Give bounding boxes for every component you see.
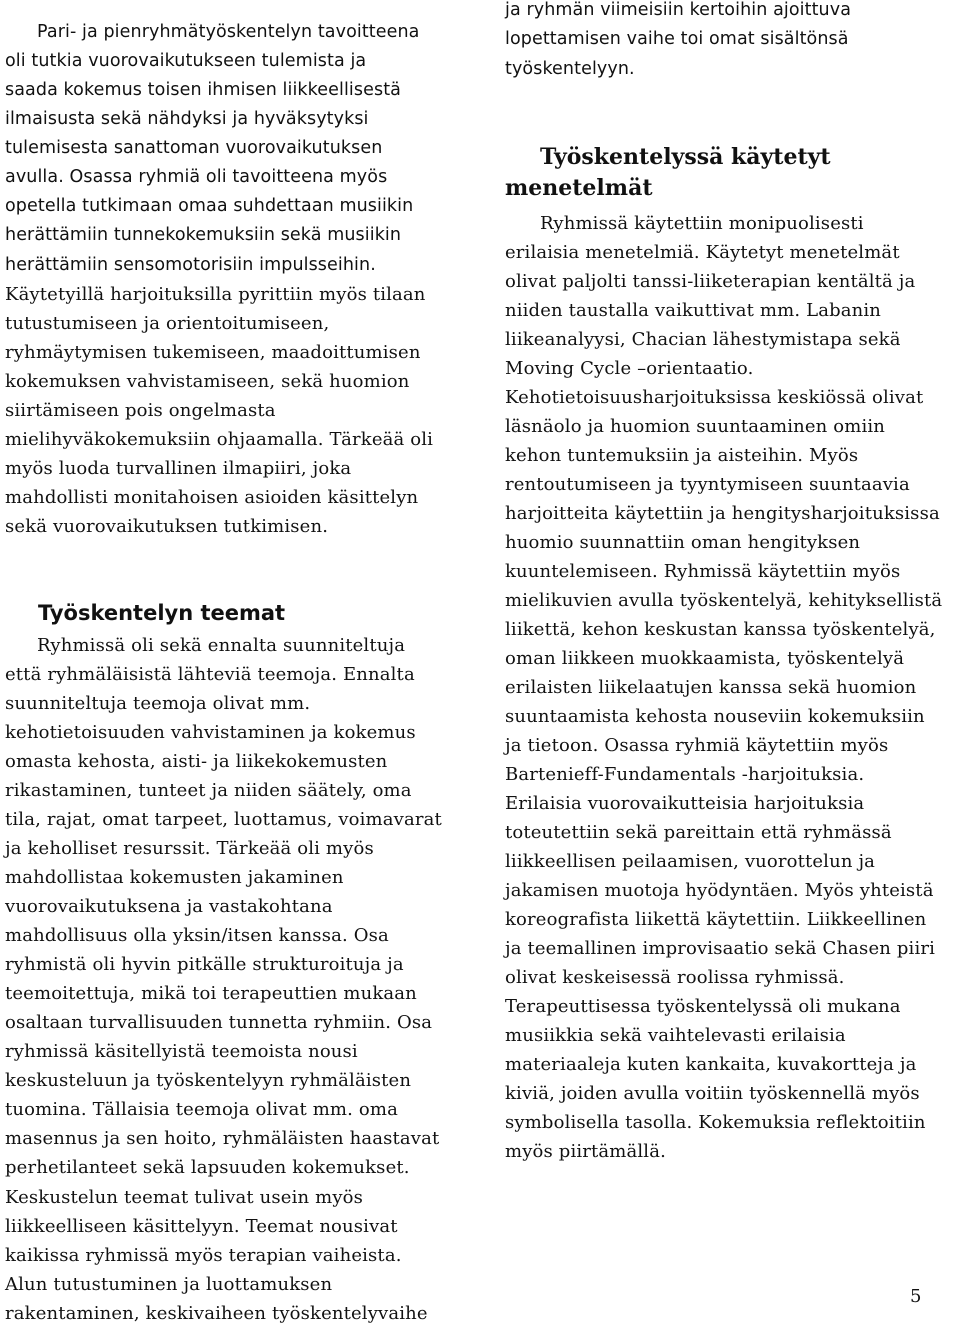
text-line: masennus ja sen hoito, ryhmäläisten haastavat xyxy=(5,1128,440,1149)
text-line: Terapeuttisessa työskentelyssä oli mukana xyxy=(505,996,901,1017)
text-line: ryhmistä oli hyvin pitkälle strukturoituja ja xyxy=(5,954,404,975)
text-line: herättämiin tunnekokemuksiin sekä musiikin xyxy=(5,225,402,245)
text-line: mahdollistaa kokemusten jakaminen xyxy=(5,867,344,888)
text-line: oman liikkeen muokkaamista, työskentelyä xyxy=(505,648,905,669)
text-line: Bartenieff-Fundamentals -harjoituksia. xyxy=(505,764,865,785)
text-line: saada kokemus toisen ihmisen liikkeellisestä xyxy=(5,80,401,100)
text-line: liikeanalyysi, Chacian lähestymistapa sekä xyxy=(505,329,901,350)
text-line: erilaisia menetelmiä. Käytetyt menetelmät xyxy=(505,242,900,263)
text-line: avulla. Osassa ryhmiä oli tavoitteena myös xyxy=(5,167,388,187)
text-line: liikettä, kehon keskustan kanssa työskentelyä, xyxy=(505,619,936,640)
text-line: Keskustelun teemat tulivat usein myös xyxy=(5,1187,364,1208)
text-line: liikkeellisen peilaamisen, vuorottelun ja xyxy=(505,851,876,872)
text-line: symbolisella tasolla. Kokemuksia reflektoitiin xyxy=(505,1112,926,1133)
text-line: Pari- ja pienryhmätyöskentelyn tavoitteena xyxy=(37,22,420,42)
text-line: kehotietoisuuden vahvistaminen ja kokemus xyxy=(5,722,416,743)
text-line: tulemisesta sanattoman vuorovaikutuksen xyxy=(5,138,383,158)
text-line: erilaisten liikelaatujen kanssa sekä huomion xyxy=(505,677,917,698)
text-line: tutustumiseen ja orientoitumiseen, xyxy=(5,313,330,334)
text-line: kuuntelemiseen. Ryhmissä käytettiin myös xyxy=(505,561,901,582)
text-line: ja ryhmän viimeisiin kertoihin ajoittuva xyxy=(505,0,852,20)
text-line: herättämiin sensomotorisiin impulsseihin. xyxy=(5,255,376,275)
text-line: läsnäolo ja huomion suuntaaminen omiin xyxy=(505,416,886,437)
text-line: suunniteltuja teemoja olivat mm. xyxy=(5,693,311,714)
text-line: omasta kehosta, aisti- ja liikekokemusten xyxy=(5,751,388,772)
text-line: Kehotietoisuusharjoituksissa keskiössä olivat xyxy=(505,387,924,408)
section-heading: Työskentelyssä käytetyt xyxy=(540,144,831,170)
text-line: tuomina. Tällaisia teemoja olivat mm. oma xyxy=(5,1099,398,1120)
text-line: sekä vuorovaikutuksen tutkimisen. xyxy=(5,516,329,537)
text-line: niiden taustalla vaikuttivat mm. Labanin xyxy=(505,300,882,321)
text-line: ryhmissä käsitellyistä teemoista nousi xyxy=(5,1041,358,1062)
text-line: olivat keskeisessä roolissa ryhmissä. xyxy=(505,967,845,988)
text-line: mahdollisuus olla yksin/itsen kanssa. Osa xyxy=(5,925,389,946)
text-line: opetella tutkimaan omaa suhdettaan musiikin xyxy=(5,196,414,216)
section-heading-continued: menetelmät xyxy=(505,175,653,201)
text-line: huomio suunnattiin oman hengityksen xyxy=(505,532,861,553)
text-line: Moving Cycle –orientaatio. xyxy=(505,358,754,379)
page-number: 5 xyxy=(910,1286,922,1307)
section-heading: Työskentelyn teemat xyxy=(38,601,286,625)
text-line: oli tutkia vuorovaikutukseen tulemista ja xyxy=(5,51,367,71)
text-line: ja tietoon. Osassa ryhmiä käytettiin myös xyxy=(505,735,889,756)
text-line: rentoutumiseen ja tyyntymiseen suuntaavia xyxy=(505,474,910,495)
text-line: kiviä, joiden avulla voitiin työskennellä myös xyxy=(505,1083,920,1104)
text-line: työskentelyyn. xyxy=(505,59,635,79)
text-line: koreografista liikettä käytettiin. Liikkeellinen xyxy=(505,909,927,930)
text-line: harjoitteita käytettiin ja hengitysharjoituksissa xyxy=(505,503,940,524)
text-line: Käytetyillä harjoituksilla pyrittiin myös tilaan xyxy=(5,284,426,305)
text-line: rakentaminen, keskivaiheen työskentelyvaihe xyxy=(5,1303,428,1324)
text-line: jakamisen muotoja hyödyntäen. Myös yhteistä xyxy=(505,880,934,901)
text-line: ja teemallinen improvisaatio sekä Chasen piiri xyxy=(505,938,936,959)
text-line: ryhmäytymisen tukemiseen, maadoittumisen xyxy=(5,342,421,363)
text-line: ilmaisusta sekä nähdyksi ja hyväksytyksi xyxy=(5,109,369,129)
text-line: liikkeelliseen käsittelyyn. Teemat nousivat xyxy=(5,1216,398,1237)
text-line: toteutettiin sekä pareittain että ryhmässä xyxy=(505,822,892,843)
text-line: teemoitettuja, mikä toi terapeuttien mukaan xyxy=(5,983,417,1004)
text-line: suuntaamista kehosta nouseviin kokemuksiin xyxy=(505,706,925,727)
text-line: ja keholliset resurssit. Tärkeää oli myös xyxy=(5,838,374,859)
text-line: kehon tuntemuksiin ja aisteihin. Myös xyxy=(505,445,859,466)
text-line: lopettamisen vaihe toi omat sisältönsä xyxy=(505,29,849,49)
text-line: olivat paljolti tanssi-liiketerapian kentältä ja xyxy=(505,271,916,292)
text-line: siirtämiseen pois ongelmasta xyxy=(5,400,276,421)
text-line: myös piirtämällä. xyxy=(505,1141,666,1162)
text-line: materiaaleja kuten kankaita, kuvakortteja ja xyxy=(505,1054,917,1075)
text-line: rikastaminen, tunteet ja niiden säätely, oma xyxy=(5,780,412,801)
text-line: tila, rajat, omat tarpeet, luottamus, voimavarat xyxy=(5,809,442,830)
text-line: mielihyväkokemuksiin ohjaamalla. Tärkeää oli xyxy=(5,429,434,450)
text-line: perhetilanteet sekä lapsuuden kokemukset. xyxy=(5,1157,410,1178)
text-line: myös luoda turvallinen ilmapiiri, joka xyxy=(5,458,352,479)
text-line: Ryhmissä käytettiin monipuolisesti xyxy=(540,213,864,234)
text-line: vuorovaikutuksena ja vastakohtana xyxy=(5,896,333,917)
text-line: Alun tutustuminen ja luottamuksen xyxy=(5,1274,333,1295)
text-line: musiikkia sekä vaihtelevasti erilaisia xyxy=(505,1025,846,1046)
text-line: Ryhmissä oli sekä ennalta suunniteltuja xyxy=(37,635,406,656)
text-line: että ryhmäläisistä lähteviä teemoja. Ennalta xyxy=(5,664,415,685)
text-line: kaikissa ryhmissä myös terapian vaiheista. xyxy=(5,1245,402,1266)
text-line: keskusteluun ja työskentelyyn ryhmäläisten xyxy=(5,1070,412,1091)
text-line: osaltaan turvallisuuden tunnetta ryhmiin. Osa xyxy=(5,1012,433,1033)
text-line: kokemuksen vahvistamiseen, sekä huomion xyxy=(5,371,410,392)
text-line: Erilaisia vuorovaikutteisia harjoituksia xyxy=(505,793,865,814)
text-line: mahdollisti monitahoisen asioiden käsittelyn xyxy=(5,487,419,508)
text-line: mielikuvien avulla työskentelyä, kehityksellistä xyxy=(505,590,943,611)
